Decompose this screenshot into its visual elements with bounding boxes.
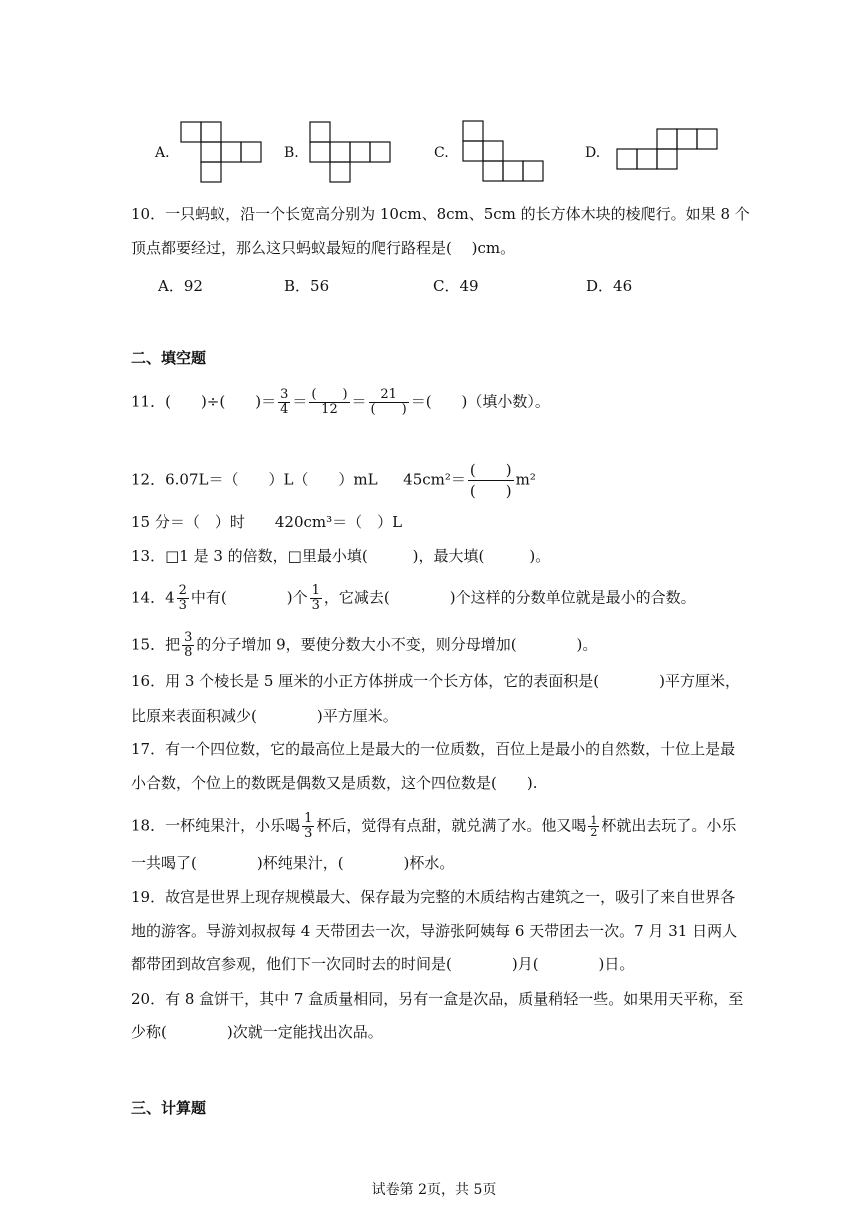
q12-fraction <box>468 460 514 501</box>
q12-f-numerator: ( ) <box>469 461 512 479</box>
cube-net-d <box>616 128 720 172</box>
q11-f3-denominator: ( ) <box>370 402 407 417</box>
q14 <box>131 584 696 613</box>
q15 <box>131 631 597 660</box>
q11-f2-denominator: 12 <box>321 402 338 417</box>
q14-a: 14．4 <box>131 588 175 607</box>
q16-line1: 16．用 3 个棱长是 5 厘米的小正方体拼成一个长方体，它的表面积是( )平方厘米， <box>131 672 740 690</box>
q15-a: 15．把 <box>131 635 181 654</box>
q18-f2-denominator: 2 <box>590 826 598 839</box>
q11-fraction-2 <box>309 388 349 417</box>
q11-eq2: ＝ <box>351 392 367 411</box>
q18-c: 杯就出去玩了。小乐 <box>601 816 737 835</box>
cube-net-a <box>180 121 264 185</box>
q11-f3-numerator: 21 <box>369 388 409 403</box>
q10-option-a: A．92 <box>158 277 203 295</box>
q14-mixed-fraction <box>177 584 189 613</box>
q15-f-denominator: 8 <box>184 645 193 660</box>
q11-f2-numerator: ( ) <box>311 387 348 402</box>
q14-unit-fraction <box>310 584 322 613</box>
q12-area: 45cm²＝ <box>403 470 466 489</box>
option-d-label: D. <box>585 145 601 161</box>
option-b-label: B. <box>284 145 299 161</box>
q20-line2: 少称( )次就一定能找出次品。 <box>131 1023 383 1041</box>
q14-w-denominator: 3 <box>178 598 187 613</box>
q12-unit: m² <box>515 470 536 489</box>
q14-f-numerator: 1 <box>311 583 320 598</box>
option-a-label: A. <box>155 145 170 161</box>
cube-net-c <box>462 120 548 186</box>
q12-f-denominator: ( ) <box>469 482 512 500</box>
q15-f-numerator: 3 <box>184 630 193 645</box>
q18-fraction-1 <box>302 812 314 841</box>
q14-w-numerator: 2 <box>178 583 187 598</box>
q10-line2: 顶点都要经过，那么这只蚂蚁最短的爬行路程是( )cm。 <box>131 239 516 257</box>
q15-fraction <box>182 631 194 660</box>
q17-line2: 小合数，个位上的数既是偶数又是质数，这个四位数是( ). <box>131 774 538 792</box>
q12-second-line: 15 分＝（ ）时 420cm³＝（ ）L <box>131 513 403 531</box>
q18-f2-numerator: 1 <box>590 814 598 827</box>
q16-line2: 比原来表面积减少( )平方厘米。 <box>131 707 398 725</box>
q11-fraction-3 <box>369 388 409 417</box>
q18-f1-denominator: 3 <box>304 826 313 841</box>
q11-fraction-1 <box>278 388 290 417</box>
q11-part1: ( )÷( )＝ <box>165 392 277 411</box>
q11-part2: ＝( )（填小数）。 <box>410 392 550 411</box>
q18-a: 18．一杯纯果汁，小乐喝 <box>131 816 301 835</box>
section-heading-fill-in: 二、填空题 <box>131 349 207 367</box>
q14-f-denominator: 3 <box>311 598 320 613</box>
q13: 13．□1 是 3 的倍数，□里最小填( )，最大填( )。 <box>131 547 551 565</box>
q11-f1-numerator: 3 <box>280 387 289 402</box>
q19-line1: 19．故宫是世界上现存规模最大、保存最为完整的木质结构古建筑之一，吸引了来自世界各 <box>131 888 736 906</box>
option-c-label: C. <box>434 145 449 161</box>
q19-line2: 地的游客。导游刘叔叔每 4 天带团去一次，导游张阿姨每 6 天带团去一次。7 月 31 日两人 <box>131 922 738 940</box>
q20-line1: 20．有 8 盒饼干，其中 7 盒质量相同，另有一盒是次品，质量稍轻一些。如果用天平称，至 <box>131 990 744 1008</box>
q15-b: 的分子增加 9，要使分数大小不变，则分母增加( )。 <box>196 635 598 654</box>
q11-eq1: ＝ <box>292 392 308 411</box>
q11 <box>131 388 550 417</box>
q12 <box>131 460 536 501</box>
q18-b: 杯后，觉得有点甜，就兑满了水。他又喝 <box>316 816 587 835</box>
q10-line1: 10．一只蚂蚁，沿一个长宽高分别为 10cm、8cm、5cm 的长方体木块的棱爬行。如果 8 个 <box>131 205 750 223</box>
section-heading-calculation: 三、计算题 <box>131 1099 207 1117</box>
q10-option-d: D．46 <box>586 277 633 295</box>
q11-f1-denominator: 4 <box>280 402 289 417</box>
q12-text: 12．6.07L＝（ ）L（ ）mL <box>131 470 378 489</box>
q11-num: 11． <box>131 392 166 411</box>
cube-net-b <box>309 121 393 185</box>
page-footer: 试卷第 2页，共 5页 <box>371 1182 497 1198</box>
q18-f1-numerator: 1 <box>304 811 313 826</box>
q18-line2: 一共喝了( )杯纯果汁，( )杯水。 <box>131 854 455 872</box>
q10-option-b: B．56 <box>284 277 330 295</box>
q19-line3: 都带团到故宫参观，他们下一次同时去的时间是( )月( )日。 <box>131 955 635 973</box>
q14-b: 中有( )个 <box>190 588 308 607</box>
q14-c: ，它减去( )个这样的分数单位就是最小的合数。 <box>323 588 696 607</box>
q18-line1 <box>131 812 736 841</box>
q10-option-c: C．49 <box>433 277 479 295</box>
q18-fraction-2 <box>588 815 599 838</box>
q17-line1: 17．有一个四位数，它的最高位上是最大的一位质数，百位上是最小的自然数，十位上是最 <box>131 740 736 758</box>
